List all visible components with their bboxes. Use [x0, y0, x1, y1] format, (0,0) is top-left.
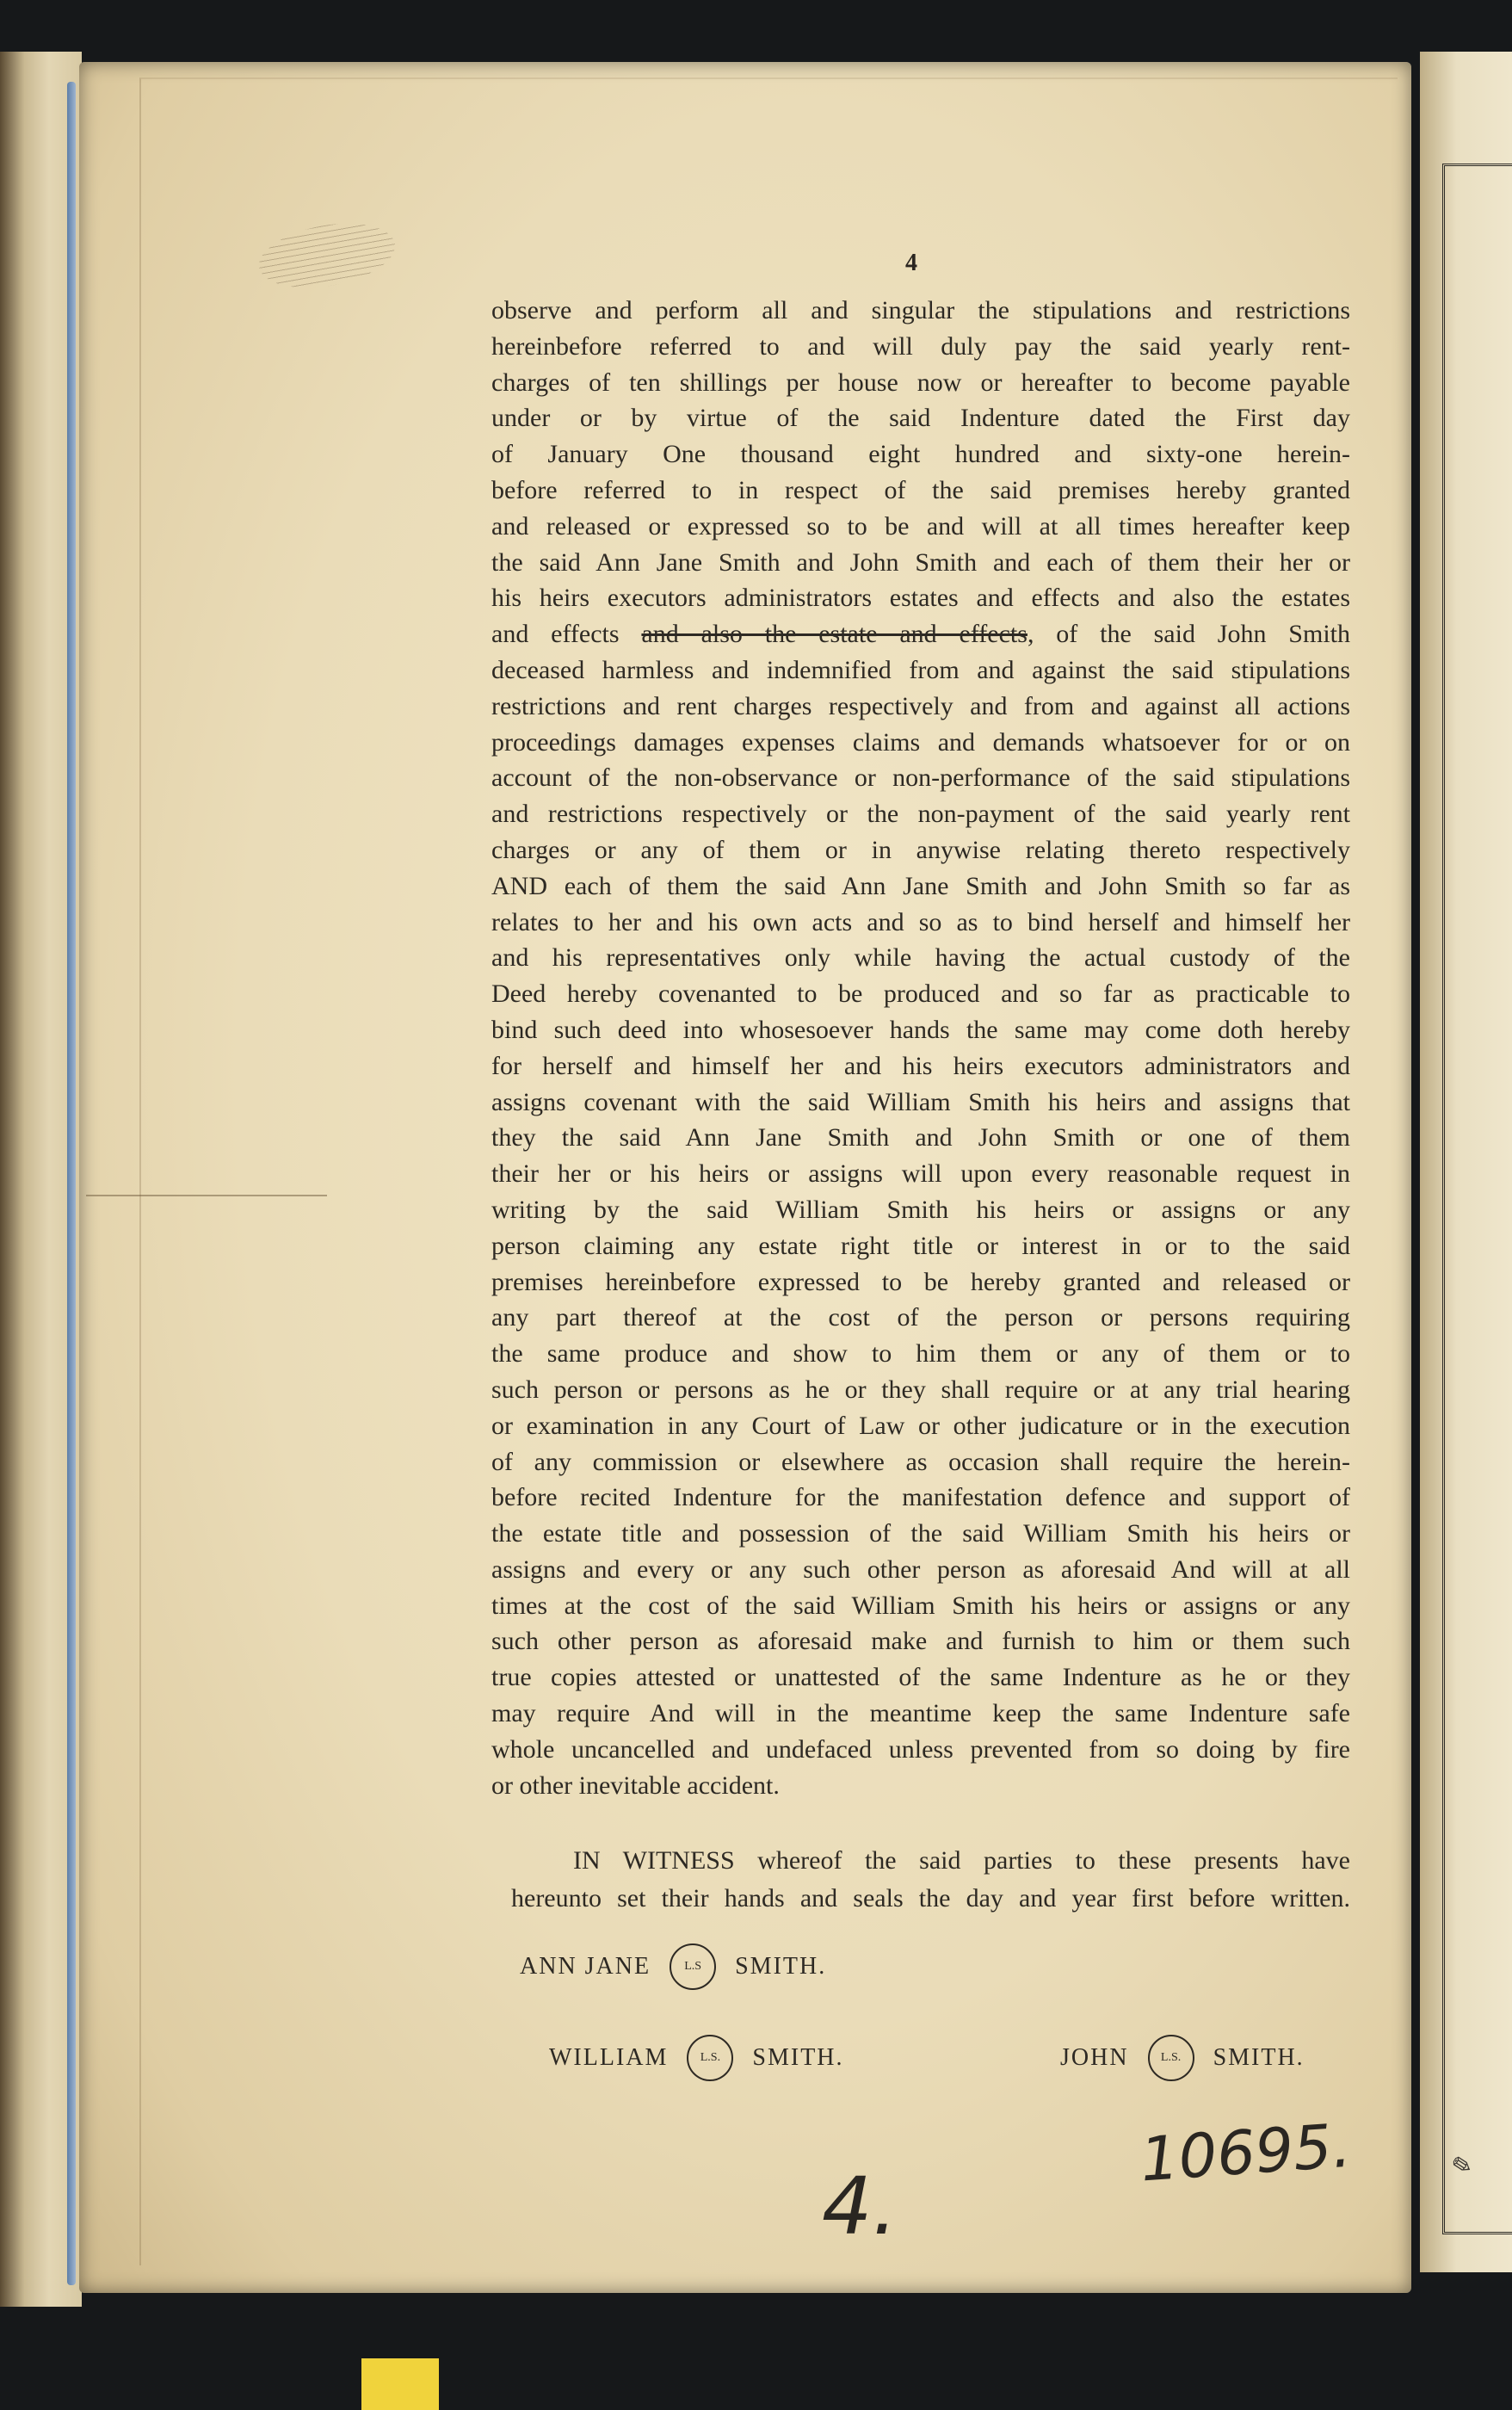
text-line: person claiming any estate right title or interest in or to the said: [491, 1231, 1350, 1260]
text-line: restrictions and rent charges respectively and from and against all actions: [491, 691, 1350, 720]
seal-icon: L.S.: [687, 2035, 733, 2081]
text-line: account of the non-observance or non-performance of the said stipulations: [491, 763, 1350, 793]
text-line: and his representatives only while having the actual custody of the: [491, 943, 1350, 973]
text-line: AND each of them the said Ann Jane Smith and John Smith so far as: [491, 871, 1350, 900]
text-line: or other inevitable accident.: [491, 1770, 780, 1800]
witness-clause: [511, 1842, 1350, 1918]
page-number: 4: [905, 250, 917, 276]
text-line: observe and perform all and singular the stipulations and restrictions: [491, 296, 1350, 324]
seal-icon: L.S: [670, 1943, 716, 1990]
signatory-first-name: ANN JANE: [520, 1953, 651, 1980]
text-line: his heirs executors administrators estates and effects and also the estates: [491, 584, 1350, 613]
text-line: may require And will in the meantime keep the same Indenture safe: [491, 1699, 1350, 1728]
text-line: they the said Ann Jane Smith and John Smith or one of them: [491, 1123, 1350, 1152]
text-line: hereinbefore referred to and will duly pay the said yearly rent-: [491, 331, 1350, 361]
text-line: premises hereinbefore expressed to be hereby granted and released or: [491, 1267, 1350, 1296]
witness-line: hereunto set their hands and seals the day and year first before written.: [511, 1884, 1350, 1913]
signatory-surname: SMITH.: [1213, 2044, 1305, 2071]
signature-ann-jane-smith: [520, 1943, 826, 1990]
fold-crease: [86, 1195, 327, 1196]
text-line: and released or expressed so to be and will at all times hereafter keep: [491, 511, 1350, 541]
text-line: true copies attested or unattested of the same Indenture as he or they: [491, 1663, 1350, 1692]
text-line: the same produce and show to him them or any of them or to: [491, 1339, 1350, 1369]
blue-binding-edge: [67, 82, 76, 2285]
text-line: Deed hereby covenanted to be produced and so far as practicable to: [491, 979, 1350, 1009]
text-line: under or by virtue of the said Indenture dated the First day: [491, 404, 1350, 433]
signatory-first-name: WILLIAM: [549, 2044, 669, 2071]
text-line: relates to her and his own acts and so as to bind herself and himself her: [491, 907, 1350, 936]
struck-line-before: and effects: [491, 620, 642, 649]
struck-text-line: [491, 616, 1350, 652]
seal-icon: L.S.: [1148, 2035, 1194, 2081]
text-line: charges or any of them or in anywise relating thereto respectively: [491, 835, 1350, 864]
signatory-surname: SMITH.: [752, 2044, 844, 2071]
witness-line: IN WITNESS whereof the said parties to these presents have: [573, 1846, 1350, 1875]
text-line: deceased harmless and indemnified from and against the said stipulations: [491, 655, 1350, 684]
text-line: bind such deed into whosesoever hands the same may come doth hereby: [491, 1015, 1350, 1044]
text-line: their her or his heirs or assigns will upon every reasonable request in: [491, 1159, 1350, 1189]
text-line: proceedings damages expenses claims and demands whatsoever for or on: [491, 727, 1350, 757]
text-line: such other person as aforesaid make and furnish to him or them such: [491, 1627, 1350, 1656]
text-line: such person or persons as he or they shall require or at any trial hearing: [491, 1375, 1350, 1404]
text-line: of January One thousand eight hundred and sixty-one herein-: [491, 440, 1350, 469]
text-line: the said Ann Jane Smith and John Smith and each of them their her or: [491, 547, 1350, 577]
signatory-first-name: JOHN: [1060, 2044, 1129, 2071]
text-line: assigns and every or any such other person as aforesaid And will at all: [491, 1554, 1350, 1584]
text-line: or examination in any Court of Law or other judicature or in the execution: [491, 1411, 1350, 1440]
text-line: any part thereof at the cost of the person or persons requiring: [491, 1303, 1350, 1332]
text-line: of any commission or elsewhere as occasion shall require the herein-: [491, 1447, 1350, 1476]
text-line: times at the cost of the said William Smith his heirs or assigns or any: [491, 1591, 1350, 1620]
text-line: for herself and himself her and his heirs executors administrators and: [491, 1051, 1350, 1080]
handwritten-reference-number: 10695.: [1138, 2110, 1354, 2196]
struck-line-after: , of the said John Smith: [1027, 620, 1350, 649]
signature-john-smith: [1060, 2035, 1305, 2081]
adjacent-page-pencil-mark: ✎: [1445, 2149, 1476, 2184]
struck-out-text: and also the estate and effects: [641, 620, 1028, 649]
text-line: before referred to in respect of the said premises hereby granted: [491, 475, 1350, 504]
text-line: before recited Indenture for the manifestation defence and support of: [491, 1483, 1350, 1512]
text-line: the estate title and possession of the said William Smith his heirs or: [491, 1519, 1350, 1548]
text-line: whole uncancelled and undefaced unless prevented from so doing by fire: [491, 1734, 1350, 1764]
yellow-bookmark-tab[interactable]: [361, 2358, 439, 2410]
deed-body-text: [491, 293, 1350, 1803]
handwritten-folio-number: 4.: [822, 2160, 898, 2252]
adjacent-page-border: [1442, 164, 1512, 2234]
text-line: charges of ten shillings per house now or hereafter to become payable: [491, 368, 1350, 397]
text-line: assigns covenant with the said William Smith his heirs and assigns that: [491, 1087, 1350, 1116]
text-line: and restrictions respectively or the non-payment of the said yearly rent: [491, 800, 1350, 829]
signatory-surname: SMITH.: [735, 1953, 827, 1980]
text-line: writing by the said William Smith his heirs or assigns or any: [491, 1195, 1350, 1224]
signature-william-smith: [549, 2035, 844, 2081]
